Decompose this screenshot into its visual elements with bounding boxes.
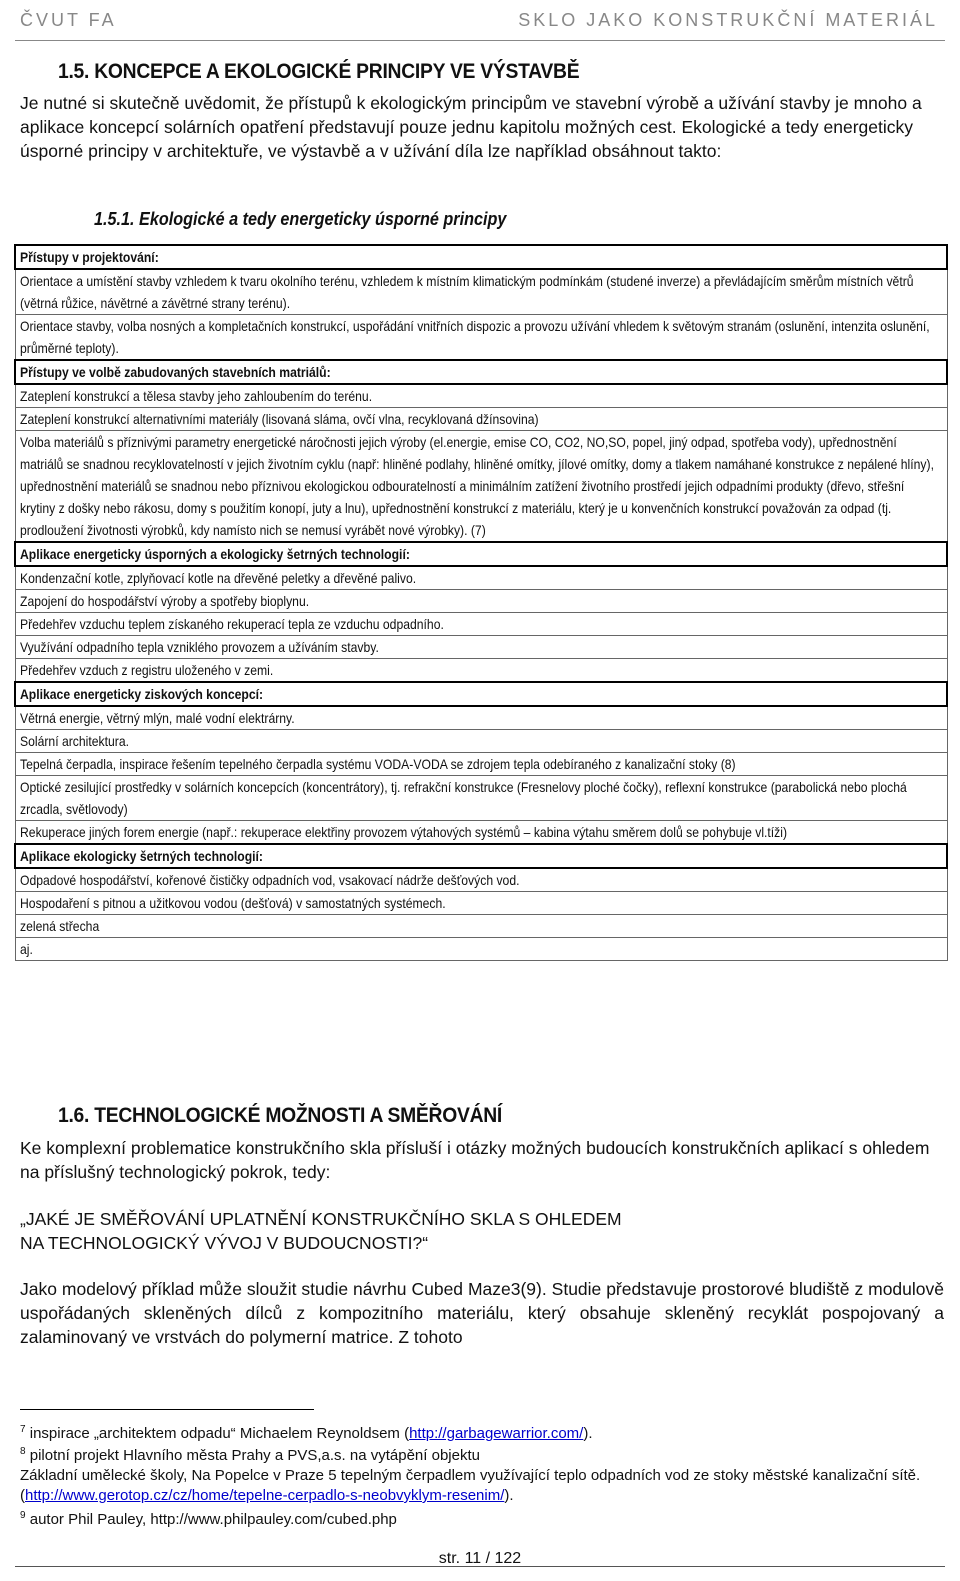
cell-text: Kondenzační kotle, zplyňovací kotle na dřevěné peletky a dřevěné palivo. [19,570,416,586]
cell-text: Využívání odpadního tepla vzniklého provozem a užíváním stavby. [19,639,379,655]
section2-paragraph: Ke komplexní problematice konstrukčního skla přísluší i otázky možných budoucích konstrukčních aplikací s ohledem na příslušný technologický pokrok, tedy: [20,1138,930,1182]
cell-text: Aplikace energeticky ziskových koncepcí: [20,686,264,702]
cell-text: Aplikace ekologicky šetrných technologií: [20,848,264,864]
table-section-header [15,682,947,706]
cell-text: Předehřev vzduchu teplem získaného rekuperací tepla ze vzduchu odpadního. [19,616,444,632]
table-row [15,566,947,590]
cell-text: Zateplení konstrukcí a tělesa stavby jeho zahloubením do terénu. [19,388,372,404]
table-cell [15,590,947,613]
cell-text: Předehřev vzduch z registru uloženého v zemi. [19,662,273,678]
table-row [15,915,947,938]
table-cell [15,408,947,431]
table-cell [15,636,947,659]
table-cell [15,892,947,915]
table-row [15,408,947,431]
footnote-link[interactable]: http://www.gerotop.cz/cz/home/tepelne-cerpadlo-s-neobvyklym-resenim/ [25,1487,505,1504]
footnote-8 [20,1442,944,1506]
principles-table [14,244,948,961]
footnote-text-2: Základní umělecké školy, Na Popelce v Praze 5 tepelným čerpadlem využívající teplo odpadních vod ze stoky městské kanalizační sítě. ( [20,1467,921,1504]
section-number: 1.6. [58,1104,90,1127]
footnote-end: ). [504,1487,514,1504]
table-cell [15,753,947,776]
footnote-text: pilotní projekt Hlavního města Prahy a PVS,a.s. na vytápění objektu [29,1447,480,1464]
footnote-text: autor Phil Pauley, http://www.philpauley.com/cubed.php [29,1511,397,1528]
cell-text: Přístupy v projektování: [20,249,159,265]
table-row [15,706,947,730]
table-row [15,613,947,636]
cell-text: Větrná energie, větrný mlýn, malé vodní elektrárny. [19,710,295,726]
section-title: KONCEPCE A EKOLOGICKÉ PRINCIPY VE VÝSTAVBĚ [94,60,580,83]
cell-text: Přístupy ve volbě zabudovaných stavebních matriálů: [20,364,331,380]
table-cell [15,245,947,269]
table-section-header [15,542,947,566]
cell-text: Solární architektura. [19,733,129,749]
subsection-title: Ekologické a tedy energeticky úsporné principy [139,209,507,229]
footnote-number: 9 [20,1510,26,1521]
cell-text: Orientace a umístění stavby vzhledem k tvaru okolního terénu, vzhledem k místním klimatickým podmínkám (studené inverze) a převládajícím směrům místních větrů (větrná růžice, návětrné a závětrné strany terénu). [19,273,914,311]
cell-text: Orientace stavby, volba nosných a kompletačních konstrukcí, uspořádání vnitřních dispozic a provozu užívání vhledem k světovým stranám (oslunění, intenzita oslunění, průměrné teploty). [19,318,930,356]
table-section-header [15,245,947,269]
footnote-number: 8 [20,1446,26,1457]
table-section-header [15,360,947,384]
table-row [15,938,947,961]
table-row [15,431,947,543]
table-cell [15,730,947,753]
section-heading-1-6 [58,1104,502,1128]
table-row [15,753,947,776]
table-cell [15,821,947,845]
table-cell [15,844,947,868]
footnote-link[interactable]: http://garbagewarrior.com/ [409,1425,584,1442]
table-row [15,590,947,613]
footer-divider [15,1566,945,1567]
footnote-text: inspirace „architektem odpadu“ Michaelem Reynoldsem ( [29,1425,410,1442]
section-number: 1.5. [58,60,90,83]
header-right: SKLO JAKO KONSTRUKČNÍ MATERIÁL [518,10,938,30]
table-cell [15,315,947,361]
section-heading-1-5 [58,60,579,84]
table-row [15,868,947,892]
table-cell [15,915,947,938]
table-cell [15,360,947,384]
question-line-1: „JAKÉ JE SMĚŘOVÁNÍ UPLATNĚNÍ KONSTRUKČNÍHO SKLA S OHLEDEM [20,1209,622,1229]
table-cell [15,542,947,566]
table-cell [15,868,947,892]
question-line-2: NA TECHNOLOGICKÝ VÝVOJ V BUDOUCNOSTI?“ [20,1233,429,1253]
table-cell [15,431,947,543]
table-row [15,269,947,315]
table-cell [15,659,947,683]
table-cell [15,682,947,706]
cell-text: Rekuperace jiných forem energie (např.: rekuperace elektřiny provozem výtahových systémů – kabina výtahu směrem dolů se pohybuje vl.tíži) [19,824,787,840]
cell-text: aj. [19,941,33,957]
table-cell [15,566,947,590]
table-row [15,659,947,683]
subsection-heading-1-5-1 [94,209,506,230]
table-row [15,892,947,915]
table-cell [15,613,947,636]
cell-text: Volba materiálů s příznivými parametry energetické náročnosti jejich výroby (el.energie, emise CO, CO2, NO,SO, popel, jiný odpad, spotřeba vody), upřednostnění matriálů se snadnou recyklovatelností v jejich životním cyklu (např: hliněné podlahy, hliněné omítky, jílové omítky, domy a tlakem namáhané konstrukce z nepálené hlíny), upřednostnění materiálů se snadnou nebo příznivou ekologickou odbouratelností a minimálním zatížení životního prostředí jejich odpadními produkty (dřevo, střešní krytiny z došky nebo rákosu, domy s použitím konopí, juty a lnu), upřednostnění konstrukcí z materiálu, který je u konvenčních konstrukcí považován za odpad (tj. prodloužení životnosti výrobků, kdy namísto nich se nemusí vyrábět nové výrobky). (7) [19,434,934,538]
table-cell [15,706,947,730]
table-cell [15,384,947,408]
footnote-7 [20,1420,944,1444]
header-left: ČVUT FA [20,10,117,30]
table-row [15,776,947,821]
page-number: str. 11 / 122 [438,1550,522,1567]
cell-text: Tepelná čerpadla, inspirace řešením tepelného čerpadla systému VODA-VODA se zdrojem tepla odebíraného z kanalizační stoky (8) [19,756,736,772]
cell-text: zelená střecha [19,918,99,934]
cell-text: Zateplení konstrukcí alternativními materiály (lisovaná sláma, ovčí vlna, recyklovaná džínsovina) [19,411,539,427]
table-row [15,315,947,361]
section-title: TECHNOLOGICKÉ MOŽNOSTI A SMĚŘOVÁNÍ [94,1104,503,1127]
table-row [15,730,947,753]
table-section-header [15,844,947,868]
table-row [15,384,947,408]
cubed-maze-paragraph: Jako modelový příklad může sloužit studie návrhu Cubed Maze3(9). Studie představuje prostorové bludiště z modulově uspořádaných skleněných dílců z kompozitního materiálu, který obsahuje skleněný recyklát pospojovaný a zalaminovaný ve vrstvách do polymerní matrice. Z tohoto [20,1279,944,1347]
table-cell [15,269,947,315]
footnote-end: ). [583,1425,593,1442]
table-cell [15,776,947,821]
footnote-number: 7 [20,1424,26,1435]
subsection-number: 1.5.1. [94,209,135,229]
cell-text: Hospodaření s pitnou a užitkovou vodou (dešťová) v samostatných systémech. [19,895,446,911]
header-divider [15,40,945,41]
cell-text: Zapojení do hospodářství výroby a spotřeby bioplynu. [19,593,309,609]
footnote-9 [20,1506,944,1530]
cell-text: Optické zesilující prostředky v solárních koncepcích (koncentrátory), tj. refrakční konstrukce (Fresnelovy ploché čočky), reflexní konstrukce (parabolická nebo plochá zrcadla, světlovody) [19,779,907,817]
cell-text: Aplikace energeticky úsporných a ekologicky šetrných technologií: [20,546,410,562]
table-row [15,821,947,845]
cell-text: Odpadové hospodářství, kořenové čističky odpadních vod, vsakovací nádrže dešťových vod. [19,872,520,888]
table-cell [15,938,947,961]
footnote-divider [20,1409,314,1410]
intro-paragraph: Je nutné si skutečně uvědomit, že přístupů k ekologickým principům ve stavební výrobě a užívání stavby je mnoho a aplikace koncepcí solárních opatření představují pouze jednu kapitolu možných cest. Ekologické a tedy energeticky úsporné principy v architektuře, ve výstavbě a v užívání díla lze například obsáhnout takto: [20,93,922,161]
table-row [15,636,947,659]
